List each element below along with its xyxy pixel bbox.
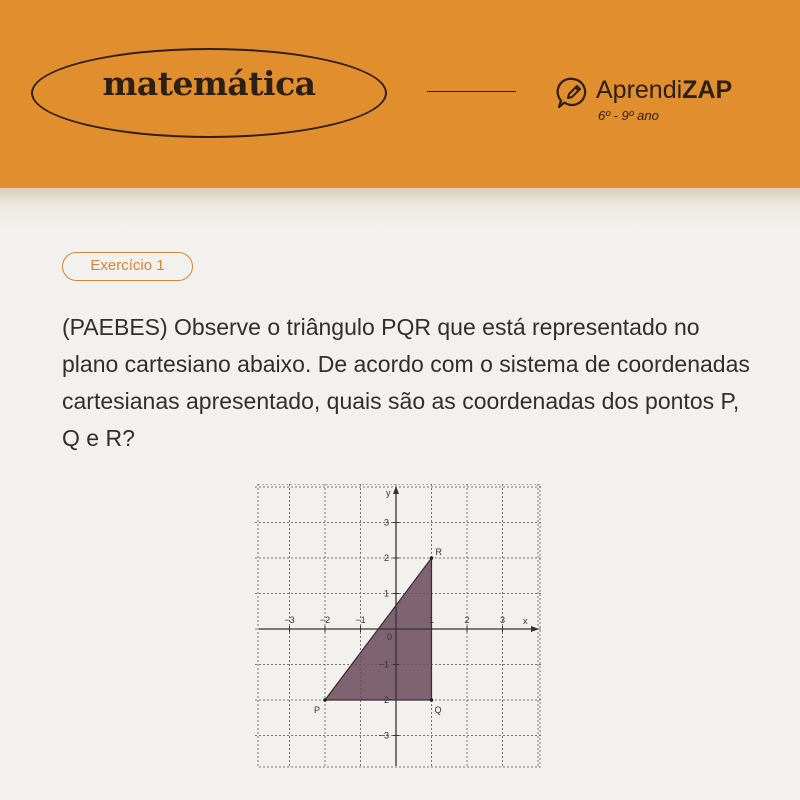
cartesian-plane <box>255 484 543 768</box>
x-tick-label: 3 <box>499 615 506 625</box>
x-tick-label: −3 <box>284 615 295 625</box>
x-tick-label: 1 <box>428 615 435 625</box>
origin-label: 0 <box>387 632 393 642</box>
brand-name-suffix: ZAP <box>682 76 733 104</box>
point-q-marker <box>430 698 434 702</box>
x-tick-label: 2 <box>464 615 470 625</box>
x-axis-label: x <box>523 616 528 626</box>
x-axis-arrow <box>531 626 539 632</box>
exercise-badge: Exercício 1 <box>62 252 193 281</box>
point-r-marker <box>430 556 434 560</box>
y-tick-label: −2 <box>378 695 389 705</box>
y-tick-label: −3 <box>378 730 389 741</box>
point-p-marker <box>323 698 327 702</box>
subject-title: matemática <box>102 64 316 103</box>
point-p-label: P <box>314 705 321 715</box>
point-q-label: Q <box>434 705 442 715</box>
header-divider <box>427 91 516 92</box>
brand-name <box>596 76 732 105</box>
pencil-speech-bubble-icon <box>556 76 590 110</box>
brand-grade: 6º - 9º ano <box>598 108 659 123</box>
y-tick-label: −1 <box>378 659 389 670</box>
y-tick-label: 3 <box>383 517 389 528</box>
y-axis-label: y <box>386 488 391 498</box>
y-axis-arrow <box>393 486 399 494</box>
y-tick-label: 2 <box>383 553 389 563</box>
header-shadow <box>0 188 800 228</box>
y-tick-label: 1 <box>383 588 389 599</box>
brand-name-prefix: Aprendi <box>596 76 683 104</box>
point-r-label: R <box>435 547 442 557</box>
x-tick-label: −2 <box>319 615 331 625</box>
x-tick-label: −1 <box>355 615 366 625</box>
question-text: (PAEBES) Observe o triângulo PQR que está representado no plano cartesiano abaixo. De acordo com o sistema de coordenadas cartesianas apresentado, quais são as coordenadas dos pontos P, Q e R? <box>62 314 750 451</box>
